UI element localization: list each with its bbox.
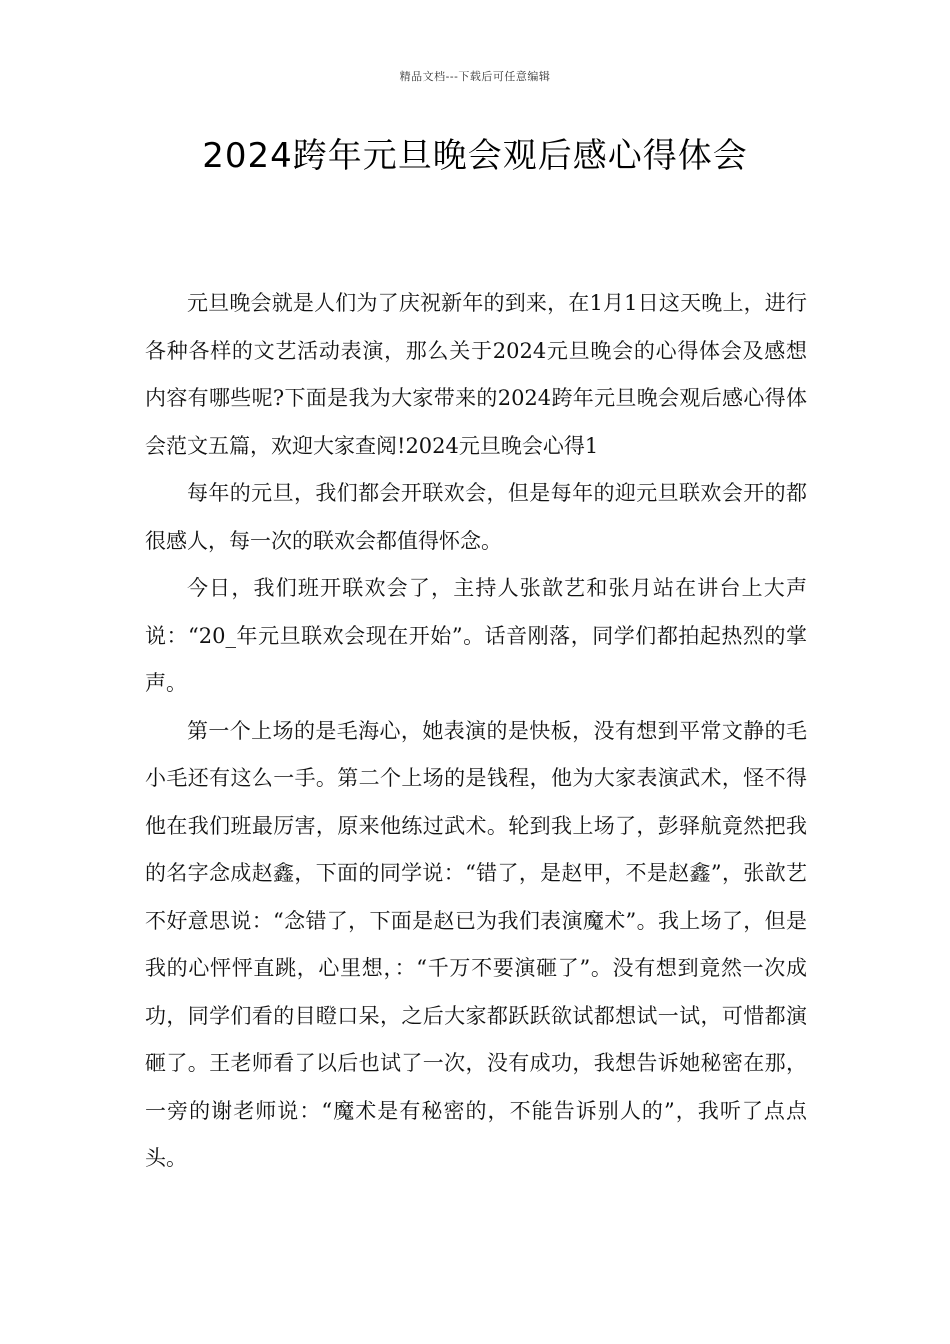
document-title: 2024跨年元旦晚会观后感心得体会: [202, 136, 748, 176]
paragraph: 元旦晚会就是人们为了庆祝新年的到来，在1月1日这天晚上，进行各种各样的文艺活动表演，那么关于2024元旦晚会的心得体会及感想内容有哪些呢?下面是我为大家带来的2024跨年元旦晚会观后感心得体会范文五篇，欢迎大家查阅!2024元旦晚会心得1: [145, 291, 807, 458]
header-note: 精品文档---下载后可任意编辑: [399, 70, 551, 83]
document-body: [145, 280, 807, 1183]
paragraph: 今日，我们班开联欢会了，主持人张歆艺和张月站在讲台上大声说：“20_年元旦联欢会现在开始”。话音刚落，同学们都拍起热烈的掌声。: [145, 576, 807, 695]
paragraph: 第一个上场的是毛海心，她表演的是快板，没有想到平常文静的毛小毛还有这么一手。第二个上场的是钱程，他为大家表演武术，怪不得他在我们班最厉害，原来他练过武术。轮到我上场了，彭驿航竟然把我的名字念成赵鑫，下面的同学说：“错了，是赵甲，不是赵鑫”，张歆艺不好意思说：“念错了，下面是赵已为我们表演魔术”。我上场了，但是我的心怦怦直跳，心里想，：“千万不要演砸了”。没有想到竟然一次成功，同学们看的目瞪口呆，之后大家都跃跃欲试都想试一试，可惜都演砸了。王老师看了以后也试了一次，没有成功，我想告诉她秘密在那，一旁的谢老师说：“魔术是有秘密的，不能告诉别人的”，我听了点点头。: [145, 718, 807, 1170]
paragraph: 每年的元旦，我们都会开联欢会，但是每年的迎元旦联欢会开的都很感人，每一次的联欢会都值得怀念。: [145, 481, 807, 553]
